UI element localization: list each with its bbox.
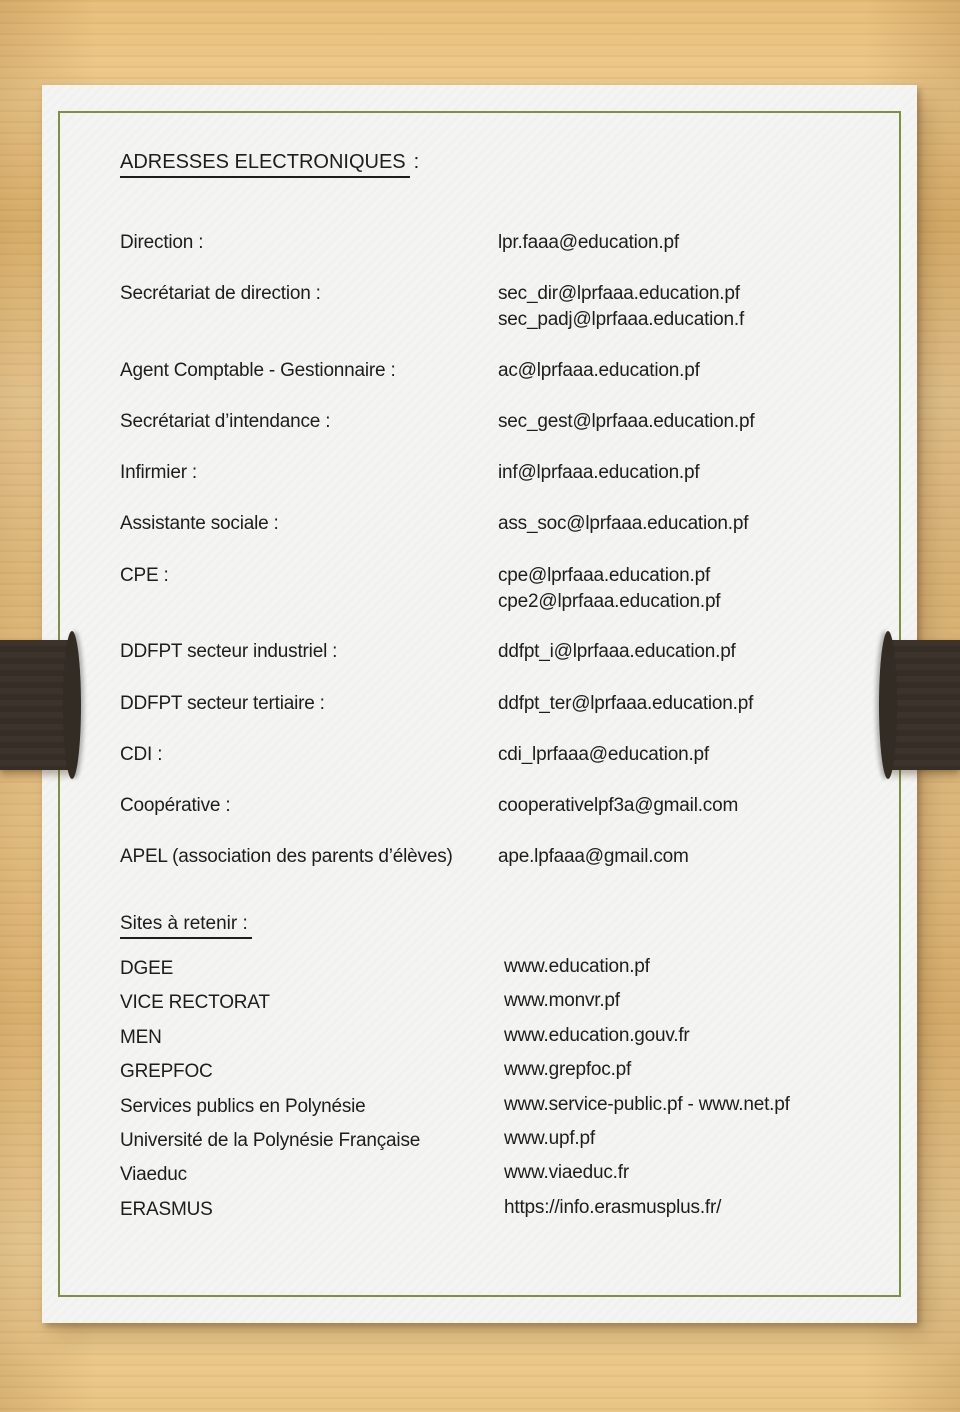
site-url: https://info.erasmusplus.fr/ <box>504 1197 722 1218</box>
directory-label: Secrétariat d’intendance : <box>120 411 331 432</box>
page-title-colon: : <box>413 151 420 173</box>
email-address: sec_padj@lprfaaa.education.f <box>498 309 745 330</box>
site-label: DGEE <box>120 958 174 979</box>
site-label: MEN <box>120 1027 162 1048</box>
directory-value <box>498 639 736 665</box>
email-address: cpe2@lprfaaa.education.pf <box>498 591 721 612</box>
email-address: cooperativelpf3a@gmail.com <box>498 795 739 816</box>
directory-label: Agent Comptable - Gestionnaire : <box>120 360 396 381</box>
sites-heading <box>120 913 252 939</box>
email-address: ape.lpfaaa@gmail.com <box>498 846 689 867</box>
email-address: lpr.faaa@education.pf <box>498 232 679 253</box>
sites-heading-text: Sites à retenir : <box>120 913 252 939</box>
directory-value <box>498 691 753 717</box>
site-label: Université de la Polynésie Française <box>120 1130 421 1151</box>
directory-value <box>498 460 699 486</box>
email-address: inf@lprfaaa.education.pf <box>498 462 700 483</box>
directory-value <box>498 511 748 537</box>
email-address: sec_dir@lprfaaa.education.pf <box>498 283 740 304</box>
page-title-text: ADRESSES ELECTRONIQUES <box>120 151 410 178</box>
directory-label: Secrétariat de direction : <box>120 283 321 304</box>
right-ribbon-cap <box>879 631 897 779</box>
directory-label: CDI : <box>120 744 163 765</box>
email-address: cdi_lprfaaa@education.pf <box>498 744 709 765</box>
site-url: www.education.gouv.fr <box>504 1025 690 1046</box>
site-label: Services publics en Polynésie <box>120 1096 366 1117</box>
email-address: sec_gest@lprfaaa.education.pf <box>498 411 755 432</box>
site-url: www.upf.pf <box>504 1128 595 1149</box>
directory-label: CPE : <box>120 565 169 586</box>
directory-label: Direction : <box>120 232 204 253</box>
left-ribbon-cap <box>63 631 81 779</box>
directory-value <box>498 844 689 870</box>
site-label: VICE RECTORAT <box>120 992 270 1013</box>
left-ribbon <box>0 640 72 770</box>
directory-value <box>498 563 720 615</box>
email-address: ac@lprfaaa.education.pf <box>498 360 700 381</box>
document-page <box>42 85 917 1323</box>
email-address: ddfpt_i@lprfaaa.education.pf <box>498 641 736 662</box>
directory-label: APEL (association des parents d’élèves) <box>120 846 453 867</box>
page-title <box>120 151 419 178</box>
directory-label: DDFPT secteur tertiaire : <box>120 693 325 714</box>
directory-label: Assistante sociale : <box>120 513 279 534</box>
email-address: ddfpt_ter@lprfaaa.education.pf <box>498 693 754 714</box>
email-address: cpe@lprfaaa.education.pf <box>498 565 711 586</box>
directory-value <box>498 358 700 384</box>
site-url: www.monvr.pf <box>504 990 620 1011</box>
site-label: ERASMUS <box>120 1199 213 1220</box>
site-url: www.education.pf <box>504 956 650 977</box>
site-url: www.grepfoc.pf <box>504 1059 632 1080</box>
site-url: www.viaeduc.fr <box>504 1162 629 1183</box>
site-label: GREPFOC <box>120 1061 213 1082</box>
directory-label: Infirmier : <box>120 462 197 483</box>
directory-value <box>498 230 679 256</box>
directory-value <box>498 793 738 819</box>
right-ribbon <box>888 640 960 770</box>
email-address: ass_soc@lprfaaa.education.pf <box>498 513 749 534</box>
directory-label: DDFPT secteur industriel : <box>120 641 338 662</box>
directory-label: Coopérative : <box>120 795 231 816</box>
directory-value <box>498 409 754 435</box>
site-url: www.service-public.pf - www.net.pf <box>504 1094 790 1115</box>
directory-value <box>498 742 709 768</box>
directory-value <box>498 281 744 333</box>
site-label: Viaeduc <box>120 1164 187 1185</box>
